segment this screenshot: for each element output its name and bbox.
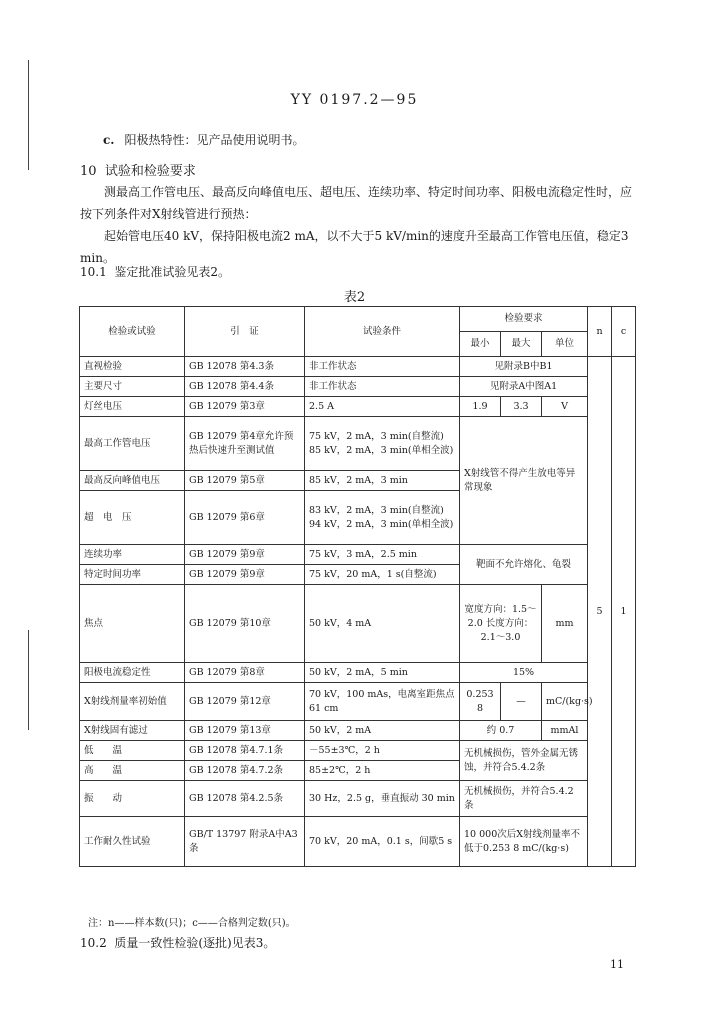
header-max: 最大: [501, 332, 542, 357]
table-row: 最高反向峰值电压 GB 12079 第5章 85 kV，2 mA，3 min: [80, 471, 636, 491]
merged-c: 1: [612, 357, 636, 867]
table-row: 特定时间功率 GB 12079 第9章 75 kV，20 mA，1 s(自整流): [80, 565, 636, 585]
header-n: n: [588, 307, 612, 357]
header-req: 检验要求: [460, 307, 588, 332]
section-10-para-1: 测最高工作管电压、最高反向峰值电压、超电压、连续功率、特定时间功率、阳极电流稳定性时，应按下列条件对X射线管进行预热：: [80, 185, 633, 221]
table-row: X射线固有滤过 GB 12079 第13章 50 kV，2 mA 约 0.7 mmAl: [80, 721, 636, 741]
merged-n: 5: [588, 357, 612, 867]
table-row: 工作耐久性试验 GB/T 13797 附录A中A3条 70 kV，20 mA，0.1 s，间歇5 s 10 000次后X射线剂量率不低于0.253 8 mC/(kg·s): [80, 817, 636, 867]
item-c-mark: c.: [103, 133, 115, 147]
test-table: [79, 306, 636, 867]
scan-margin-line: [28, 630, 29, 730]
page-number: 11: [610, 958, 624, 971]
header-min: 最小: [460, 332, 501, 357]
header-item: 检验或试验: [80, 307, 185, 357]
standard-number: YY 0197.2—95: [290, 92, 419, 108]
table-row: X射线剂量率初始值 GB 12079 第12章 70 kV，100 mAs，电离室距焦点 61 cm 0.253 8 — mC/(kg·s): [80, 683, 636, 721]
table-row: 焦点 GB 12079 第10章 50 kV，4 mA 宽度方向：1.5～2.0 长度方向：2.1～3.0 mm: [80, 585, 636, 663]
table-header-row: [80, 307, 636, 332]
table-row: 主要尺寸 GB 12078 第4.4条 非工作状态 见附录A中图A1: [80, 377, 636, 397]
table-row: 超 电 压 GB 12079 第6章 83 kV，2 mA，3 min(自整流) 94 kV，2 mA，3 min(单相全波): [80, 491, 636, 545]
table-row: 阳极电流稳定性 GB 12079 第8章 50 kV，2 mA，5 min 15%: [80, 663, 636, 683]
header-ref: 引 证: [185, 307, 305, 357]
scan-margin-line: [28, 60, 29, 170]
section-10-1: 10.1 鉴定批准试验见表2。: [80, 265, 230, 279]
header-unit: 单位: [542, 332, 588, 357]
section-10-heading: [80, 160, 196, 179]
merged-req-no-discharge: X射线管不得产生放电等异常现象: [460, 417, 588, 545]
section-10-para-2: 起始管电压40 kV，保持阳极电流2 mA，以不大于5 kV/min的速度升至最高工作管电压值，稳定3 min。: [80, 229, 629, 265]
header-cond: 试验条件: [305, 307, 460, 357]
table-row: 低 温 GB 12078 第4.7.1条 －55±3℃，2 h 无机械损伤，管外金属无锈蚀，并符合5.4.2条: [80, 741, 636, 761]
table-note: 注：n——样本数(只)；c——合格判定数(只)。: [88, 918, 296, 929]
merged-req-no-melt: 靶面不允许熔化、龟裂: [460, 545, 588, 585]
header-c: c: [612, 307, 636, 357]
table-row: 振 动 GB 12078 第4.2.5条 30 Hz，2.5 g，垂直振动 30 min 无机械损伤，并符合5.4.2条: [80, 781, 636, 817]
table-title: 表2: [343, 290, 366, 305]
table-row: 最高工作管电压 GB 12079 第4章允许预热后快速升至测试值 75 kV，2 mA，3 min(自整流) 85 kV，2 mA，3 min(单相全波) X射线管不得产生放电等异常现象: [80, 417, 636, 471]
item-c-text: 阳极热特性：见产品使用说明书。: [124, 133, 305, 147]
table-row: 灯丝电压 GB 12079 第3章 2.5 A 1.9 3.3 V: [80, 397, 636, 417]
table-row: 直视检验 GB 12078 第4.3条 非工作状态 见附录B中B1 5 1: [80, 357, 636, 377]
section-10-title: 试验和检验要求: [104, 164, 196, 179]
table-row: 高 温 GB 12078 第4.7.2条 85±2℃，2 h: [80, 761, 636, 781]
merged-req-no-damage: 无机械损伤，管外金属无锈蚀，并符合5.4.2条: [460, 741, 588, 781]
section-10-number: 10: [80, 164, 97, 179]
table-row: 连续功率 GB 12079 第9章 75 kV，3 mA，2.5 min 靶面不允许熔化、龟裂: [80, 545, 636, 565]
section-10-2: 10.2 质量一致性检验(逐批)见表3。: [80, 936, 276, 950]
item-c: [103, 131, 305, 148]
